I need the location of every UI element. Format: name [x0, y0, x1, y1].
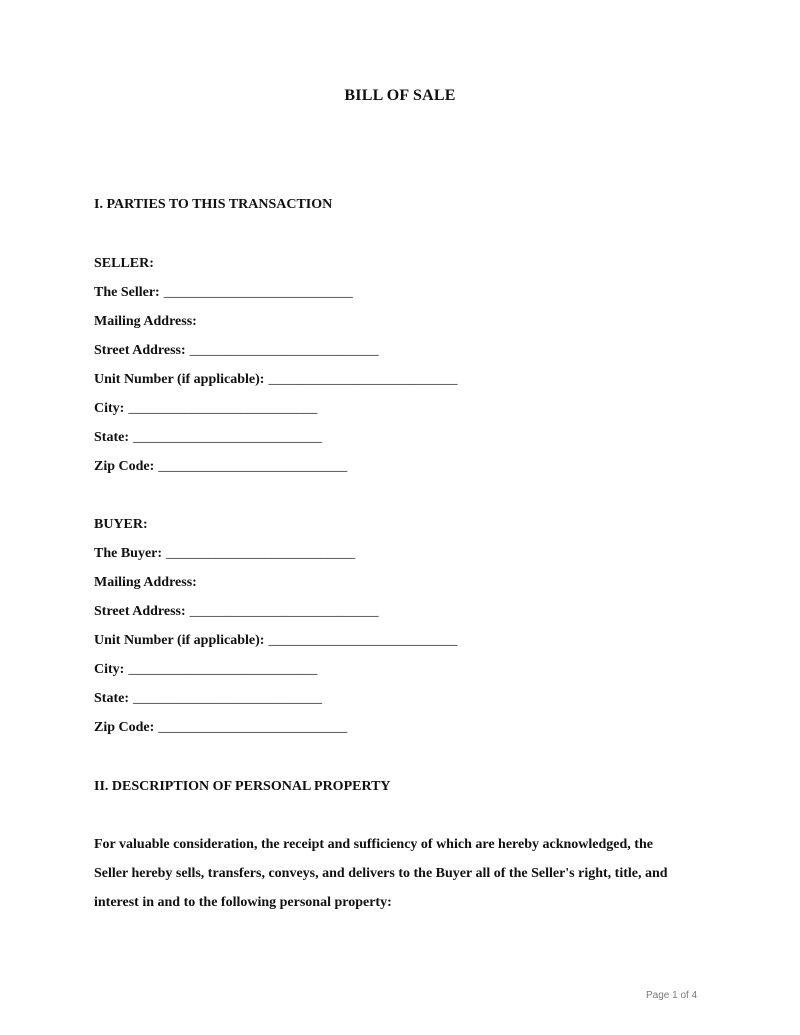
buyer-unit-number-field[interactable]: [94, 633, 457, 649]
seller-state-field[interactable]: [94, 430, 322, 446]
buyer-street-address-field[interactable]: [94, 604, 379, 620]
fill-in-blank[interactable]: ___________________________: [268, 372, 458, 387]
paragraph-line: Seller hereby sells, transfers, conveys, and delivers to the Buyer all of the Seller's right, title, and: [94, 866, 668, 881]
field-label: Unit Number (if applicable):: [94, 372, 265, 387]
seller-street-address-field[interactable]: [94, 343, 379, 359]
field-label: Street Address:: [94, 343, 186, 358]
field-label: City:: [94, 401, 125, 416]
fill-in-blank[interactable]: ___________________________: [133, 430, 322, 445]
field-label: City:: [94, 662, 125, 677]
fill-in-blank[interactable]: ___________________________: [163, 285, 353, 300]
field-label: State:: [94, 691, 129, 706]
field-label: Zip Code:: [94, 720, 155, 735]
fill-in-blank[interactable]: ___________________________: [133, 691, 322, 706]
fill-in-blank[interactable]: ___________________________: [128, 401, 318, 416]
document-title: BILL OF SALE: [344, 87, 456, 104]
field-label: Unit Number (if applicable):: [94, 633, 265, 648]
field-label: Zip Code:: [94, 459, 155, 474]
paragraph-line: For valuable consideration, the receipt and sufficiency of which are hereby acknowledged, the: [94, 837, 653, 852]
buyer-name-field[interactable]: [94, 546, 355, 562]
field-label: State:: [94, 430, 129, 445]
field-label: The Seller:: [94, 285, 160, 300]
fill-in-blank[interactable]: ___________________________: [189, 604, 379, 619]
page-number: Page 1 of 4: [646, 990, 698, 1001]
fill-in-blank[interactable]: ___________________________: [158, 459, 348, 474]
fill-in-blank[interactable]: ___________________________: [158, 720, 348, 735]
seller-city-field[interactable]: [94, 401, 317, 417]
field-label: Mailing Address:: [94, 314, 197, 329]
section-heading-property: II. DESCRIPTION OF PERSONAL PROPERTY: [94, 779, 391, 794]
buyer-state-field[interactable]: [94, 691, 322, 707]
buyer-zip-code-field[interactable]: [94, 720, 347, 736]
seller-mailing-address-label: [94, 314, 197, 330]
section-heading-parties: I. PARTIES TO THIS TRANSACTION: [94, 197, 333, 212]
fill-in-blank[interactable]: ___________________________: [166, 546, 356, 561]
seller-unit-number-field[interactable]: [94, 372, 457, 388]
fill-in-blank[interactable]: ___________________________: [128, 662, 318, 677]
field-label: Mailing Address:: [94, 575, 197, 590]
seller-name-field[interactable]: [94, 285, 353, 301]
fill-in-blank[interactable]: ___________________________: [268, 633, 458, 648]
seller-zip-code-field[interactable]: [94, 459, 347, 475]
buyer-city-field[interactable]: [94, 662, 317, 678]
field-label: The Buyer:: [94, 546, 163, 561]
buyer-mailing-address-label: [94, 575, 197, 591]
field-label: Street Address:: [94, 604, 186, 619]
seller-heading: SELLER:: [94, 256, 154, 271]
fill-in-blank[interactable]: ___________________________: [189, 343, 379, 358]
paragraph-line: interest in and to the following personal property:: [94, 895, 392, 910]
buyer-heading: BUYER:: [94, 517, 148, 532]
